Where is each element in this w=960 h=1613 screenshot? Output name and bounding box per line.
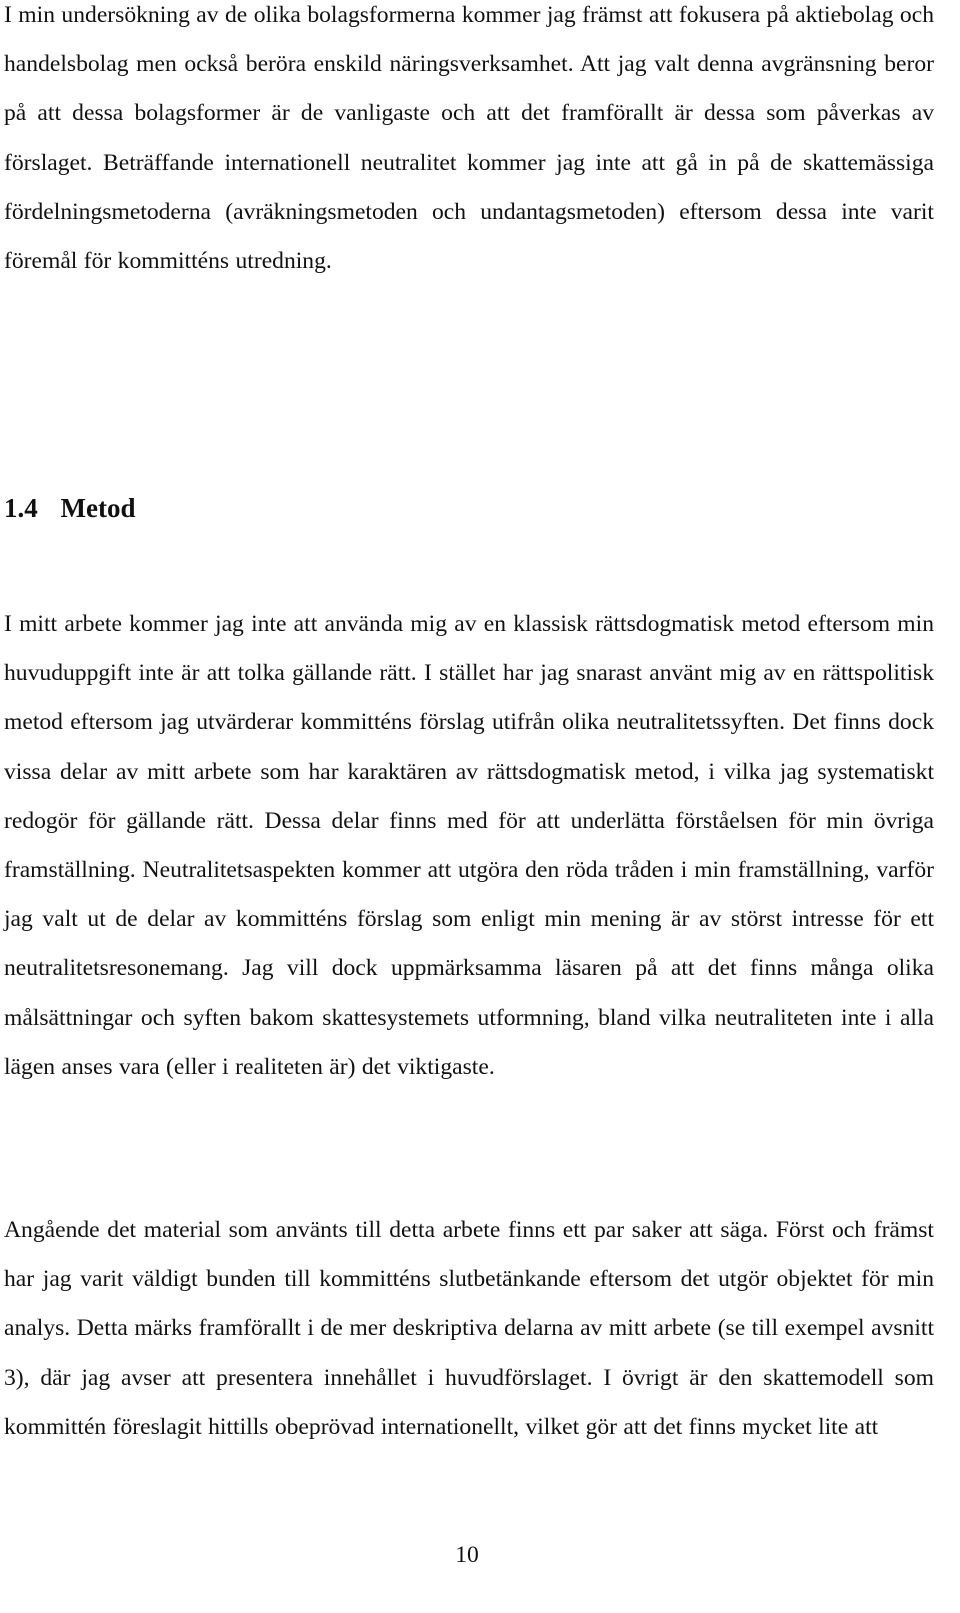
intro-paragraph: I min undersökning av de olika bolagsformerna kommer jag främst att fokusera på aktiebolag och handelsbolag men också beröra enskild näringsverksamhet. Att jag valt denna avgränsning beror på att dessa bolagsformer är de vanligaste och att det framförallt är dessa som påverkas av förslaget. Beträffande internationell neutralitet kommer jag inte att gå in på de skattemässiga fördelningsmetoderna (avräkningsmetoden och undantagsmetoden) eftersom dessa inte varit föremål för kommitténs utredning. [4,2,934,275]
material-paragraph: Angående det material som använts till detta arbete finns ett par saker att säga. Först och främst har jag varit väldigt bunden till kommitténs slutbetänkande eftersom det utgör objektet för min analys. Detta märks framförallt i de mer deskriptiva delarna av mitt arbete (se till exempel avsnitt 3), där jag avser att presentera innehållet i huvudförslaget. I övrigt är den skattemodell som kommittén föreslagit hittills obeprövad internationellt, vilket gör att det finns mycket lite att [4,1217,934,1440]
page-number: 10 [455,1542,479,1568]
section-number: 1.4 [4,493,38,523]
section-heading [4,486,135,530]
method-paragraph: I mitt arbete kommer jag inte att använda mig av en klassisk rättsdogmatisk metod eftersom min huvuduppgift inte är att tolka gällande rätt. I stället har jag snarast använt mig av en rättspolitisk metod eftersom jag utvärderar kommitténs förslag utifrån olika neutralitetssyften. Det finns dock vissa delar av mitt arbete som har karaktären av rättsdogmatisk metod, i vilka jag systematiskt redogör för gällande rätt. Dessa delar finns med för att underlätta förståelsen för min övriga framställning. Neutralitetsaspekten kommer att utgöra den röda tråden i min framställning, varför jag valt ut de delar av kommitténs förslag som enligt min mening är av störst intresse för ett neutralitetsresonemang. Jag vill dock uppmärksamma läsaren på att det finns många olika målsättningar och syften bakom skattesystemets utformning, bland vilka neutraliteten inte i alla lägen anses vara (eller i realiteten är) det viktigaste. [4,611,934,1080]
section-title: Metod [60,493,136,523]
